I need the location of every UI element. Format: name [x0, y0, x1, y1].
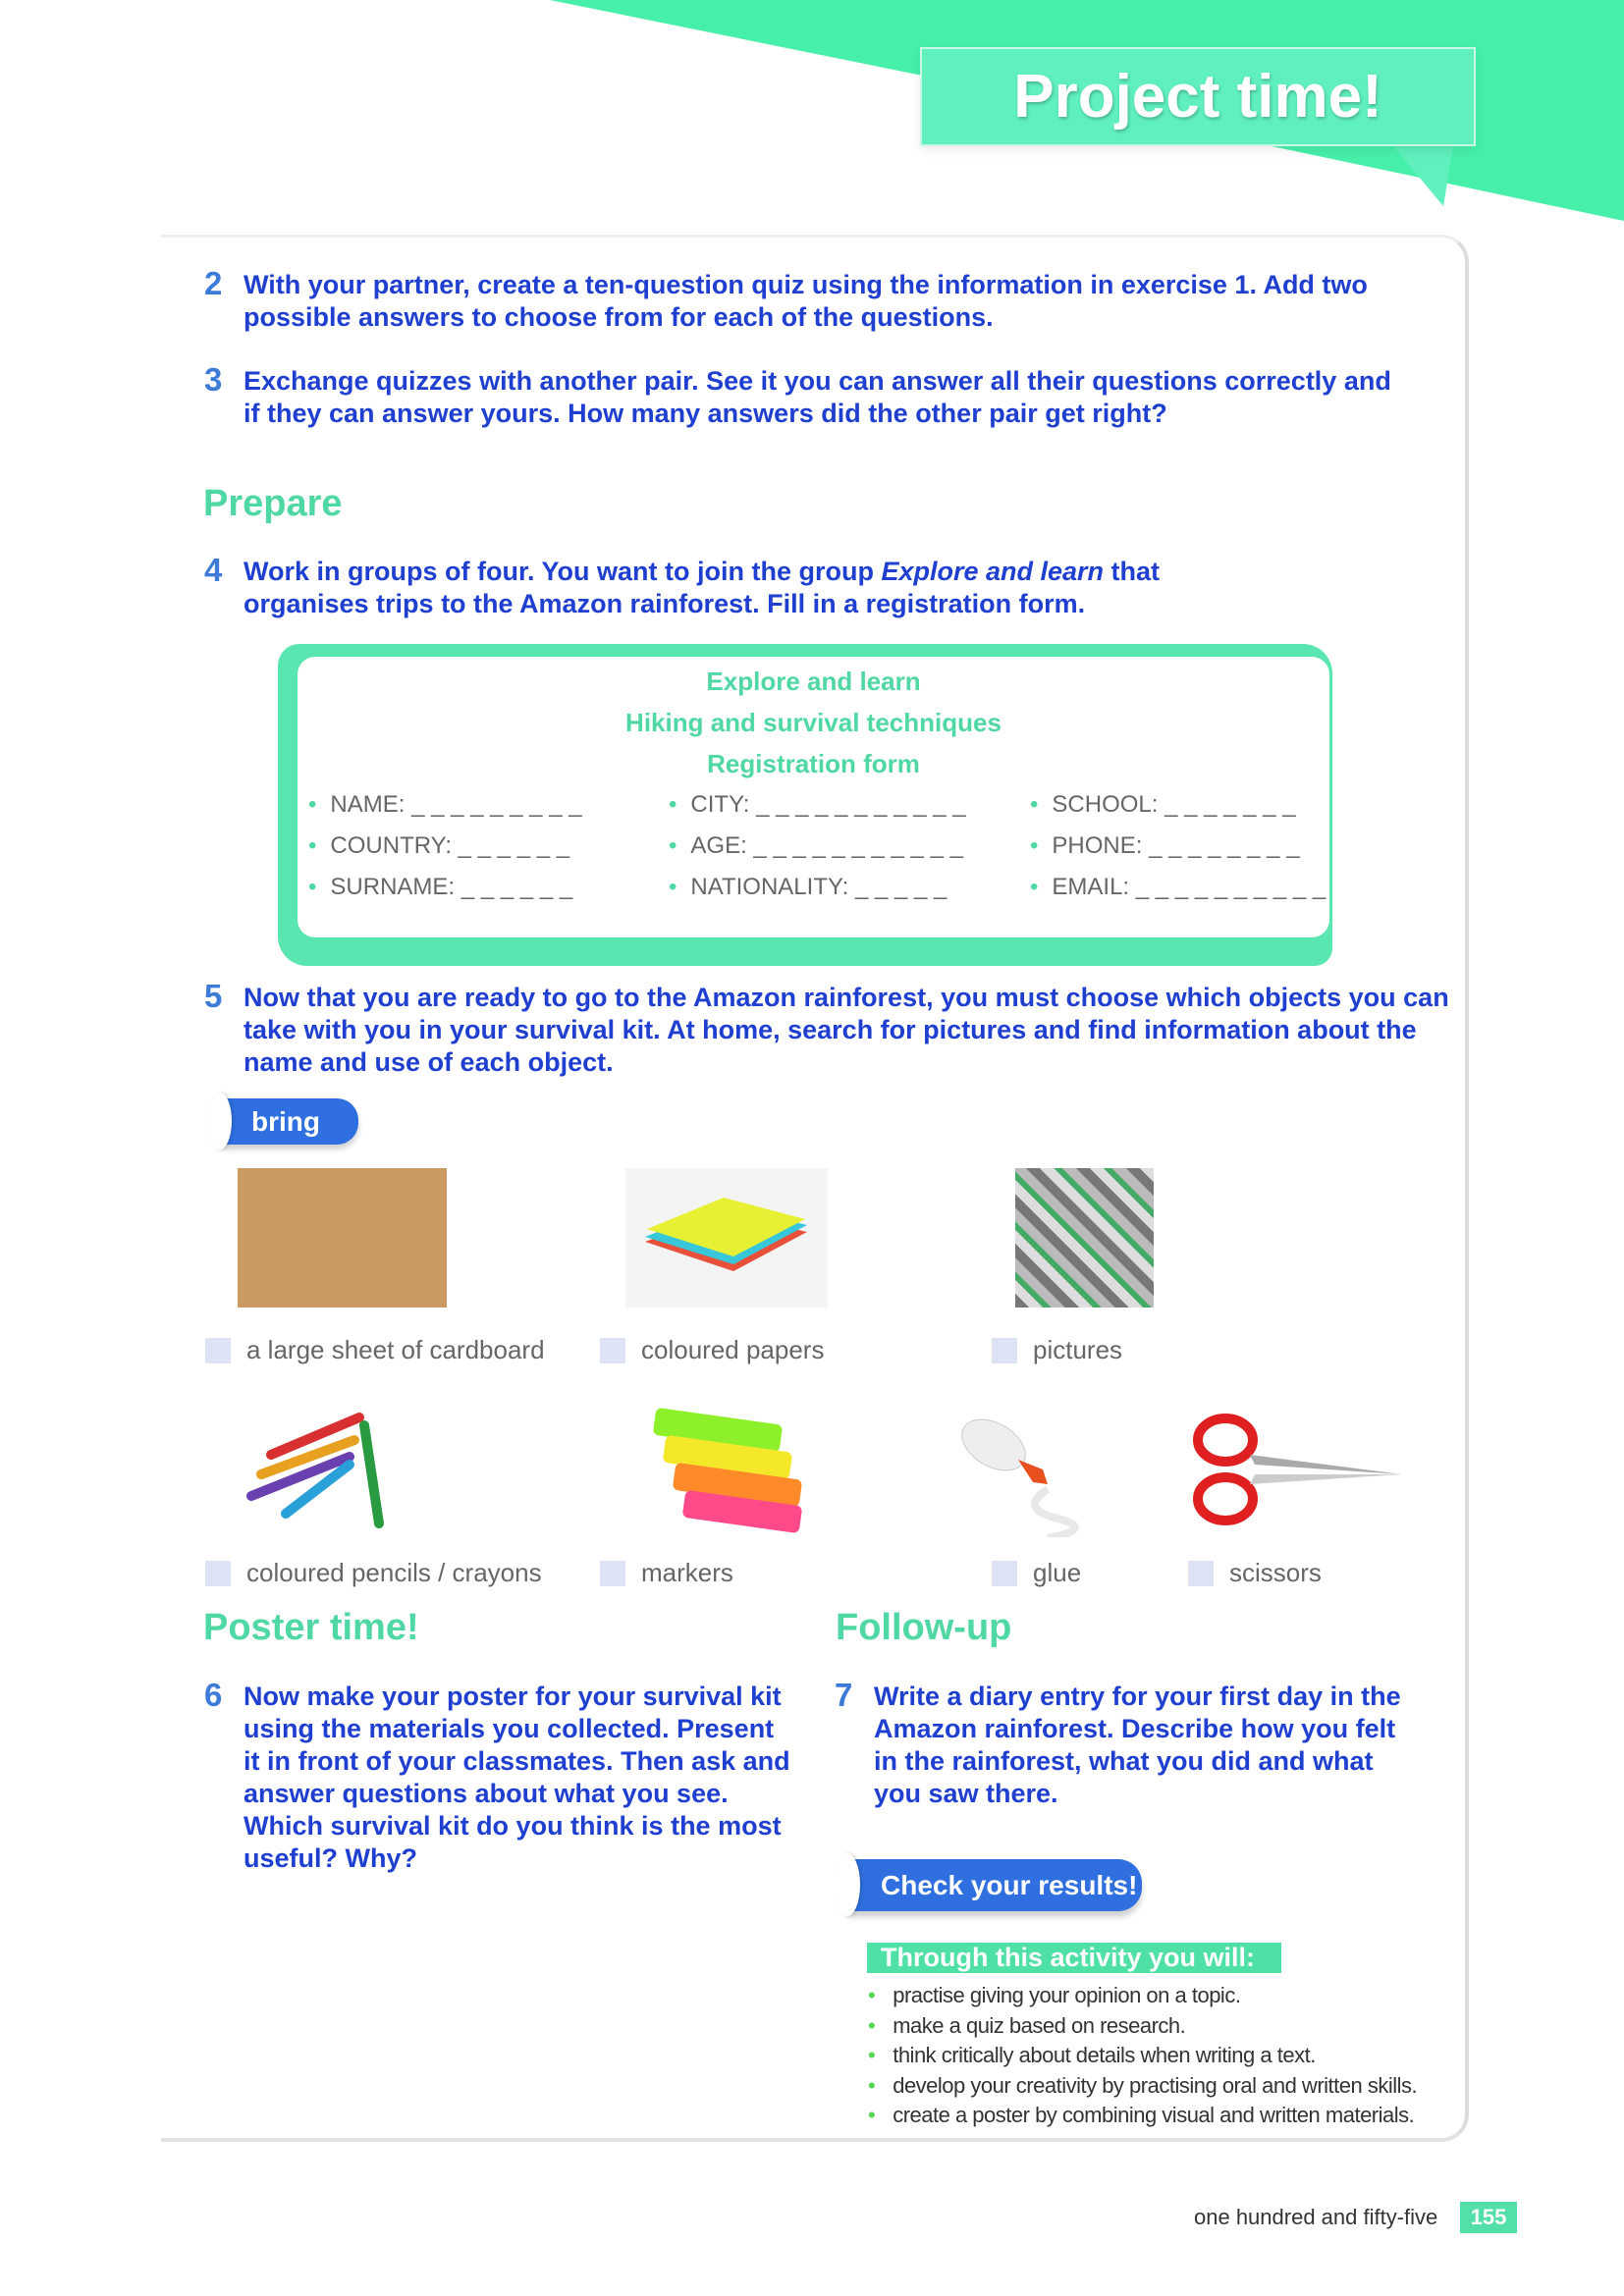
- item-scissors[interactable]: [1188, 1558, 1322, 1588]
- checkbox[interactable]: [992, 1561, 1017, 1586]
- exercise-text: Now make your poster for your survival kit: [244, 1682, 782, 1711]
- form-field-email: • EMAIL: _ _ _ _ _ _ _ _ _ _: [1030, 874, 1326, 901]
- form-heading: Explore and learn: [706, 667, 921, 696]
- checkbox[interactable]: [600, 1561, 625, 1586]
- outcome-text: make a quiz based on research.: [893, 2013, 1186, 2038]
- exercise-text: answer questions about what you see.: [244, 1779, 729, 1808]
- exercise-text: in the rainforest, what you did and what: [874, 1746, 1374, 1776]
- item-label: a large sheet of cardboard: [246, 1335, 545, 1364]
- exercise-number: 2: [204, 265, 223, 301]
- checkbox[interactable]: [992, 1338, 1017, 1363]
- outcome-text: develop your creativity by practising oral and written skills.: [893, 2073, 1418, 2098]
- page-title: Project time!: [1013, 63, 1382, 131]
- form-field-school: • SCHOOL: _ _ _ _ _ _ _: [1030, 791, 1296, 819]
- checkbox[interactable]: [205, 1561, 231, 1586]
- scissors-image: [1186, 1406, 1406, 1537]
- outcome-item: • develop your creativity by practising oral and written skills.: [868, 2073, 1418, 2098]
- exercise-6: [204, 1677, 790, 1875]
- exercise-text: useful? Why?: [244, 1843, 417, 1873]
- exercise-text: Write a diary entry for your first day in the: [874, 1682, 1401, 1711]
- exercise-text: name and use of each object.: [244, 1047, 614, 1077]
- item-markers[interactable]: [600, 1558, 733, 1588]
- exercise-2: [204, 265, 1368, 334]
- section-heading-follow-up: Follow-up: [836, 1607, 1012, 1648]
- exercise-number: 4: [204, 552, 223, 588]
- item-label: pictures: [1033, 1335, 1123, 1364]
- exercise-4: [204, 552, 1161, 620]
- exercise-text: it in front of your classmates. Then ask and: [244, 1746, 790, 1776]
- item-crayons[interactable]: [205, 1558, 542, 1588]
- outcome-item: • create a poster by combining visual and written materials.: [868, 2103, 1415, 2127]
- through-activity-heading: Through this activity you will:: [867, 1943, 1281, 1973]
- bring-tab: bring: [220, 1098, 358, 1145]
- glue-image: [945, 1406, 1113, 1537]
- form-field-country: • COUNTRY: _ _ _ _ _ _: [308, 832, 569, 860]
- item-glue[interactable]: [992, 1558, 1081, 1588]
- form-field-surname: • SURNAME: _ _ _ _ _ _: [308, 874, 572, 901]
- form-subheading: Registration form: [707, 749, 920, 778]
- checkbox[interactable]: [600, 1338, 625, 1363]
- exercise-text: take with you in your survival kit. At home, search for pictures and find information about the: [244, 1015, 1417, 1044]
- exercise-text: that: [1104, 557, 1161, 586]
- item-label: markers: [641, 1558, 733, 1587]
- exercise-5: [204, 978, 1449, 1079]
- item-cardboard[interactable]: [205, 1335, 545, 1365]
- item-pictures[interactable]: [992, 1335, 1122, 1365]
- exercise-7: [835, 1677, 1401, 1810]
- page-number: 155: [1460, 2202, 1517, 2233]
- form-field-phone: • PHONE: _ _ _ _ _ _ _ _: [1030, 832, 1300, 860]
- outcome-text: practise giving your opinion on a topic.: [893, 1983, 1241, 2007]
- item-label: scissors: [1229, 1558, 1322, 1587]
- exercise-text: Work in groups of four. You want to join the group: [244, 557, 882, 586]
- exercise-text: Exchange quizzes with another pair. See it you can answer all their questions correctly and: [244, 366, 1391, 396]
- form-field-name: • NAME: _ _ _ _ _ _ _ _ _: [308, 791, 582, 819]
- exercise-text: Amazon rainforest. Describe how you felt: [874, 1714, 1396, 1743]
- outcome-text: think critically about details when writing a text.: [893, 2043, 1316, 2067]
- exercise-text: organises trips to the Amazon rainforest. Fill in a registration form.: [244, 589, 1086, 618]
- form-subheading: Hiking and survival techniques: [625, 708, 1001, 737]
- checkbox[interactable]: [1188, 1561, 1214, 1586]
- outcome-item: • practise giving your opinion on a topic.: [868, 1983, 1241, 2007]
- outcome-item: • think critically about details when writing a text.: [868, 2043, 1316, 2067]
- form-field-city: • CITY: _ _ _ _ _ _ _ _ _ _ _: [669, 791, 966, 819]
- checkbox[interactable]: [205, 1338, 231, 1363]
- form-field-age: • AGE: _ _ _ _ _ _ _ _ _ _ _: [669, 832, 963, 860]
- exercise-text: Now that you are ready to go to the Amazon rainforest, you must choose which objects you can: [244, 983, 1449, 1012]
- exercise-3: [204, 361, 1391, 430]
- page-number-words: one hundred and fifty-five: [1194, 2205, 1438, 2229]
- exercise-number: 7: [835, 1677, 853, 1713]
- markers-image: [615, 1406, 802, 1537]
- section-heading-poster-time: Poster time!: [203, 1607, 419, 1648]
- exercise-text: if they can answer yours. How many answers did the other pair get right?: [244, 399, 1167, 428]
- exercise-text: possible answers to choose from for each of the questions.: [244, 302, 994, 332]
- exercise-text: using the materials you collected. Present: [244, 1714, 775, 1743]
- exercise-text: you saw there.: [874, 1779, 1058, 1808]
- coloured-papers-image: [625, 1168, 828, 1308]
- exercise-text: Which survival kit do you think is the most: [244, 1811, 782, 1841]
- pictures-image: [1015, 1168, 1154, 1308]
- exercise-number: 6: [204, 1677, 223, 1713]
- section-heading-prepare: Prepare: [203, 483, 343, 524]
- item-coloured-papers[interactable]: [600, 1335, 824, 1365]
- title-bubble: [920, 47, 1476, 146]
- check-your-results-tab: Check your results!: [846, 1859, 1142, 1911]
- form-field-nationality: • NATIONALITY: _ _ _ _ _: [669, 874, 947, 901]
- item-label: coloured papers: [641, 1335, 825, 1364]
- cardboard-image: [238, 1168, 447, 1308]
- outcome-text: create a poster by combining visual and written materials.: [893, 2103, 1415, 2127]
- crayons-image: [242, 1406, 384, 1537]
- outcome-item: • make a quiz based on research.: [868, 2013, 1186, 2038]
- exercise-number: 5: [204, 978, 223, 1014]
- exercise-number: 3: [204, 361, 223, 398]
- item-label: coloured pencils / crayons: [246, 1558, 542, 1587]
- exercise-text: With your partner, create a ten-question quiz using the information in exercise 1. Add two: [244, 270, 1368, 299]
- item-label: glue: [1033, 1558, 1082, 1587]
- group-name: Explore and learn: [881, 557, 1105, 586]
